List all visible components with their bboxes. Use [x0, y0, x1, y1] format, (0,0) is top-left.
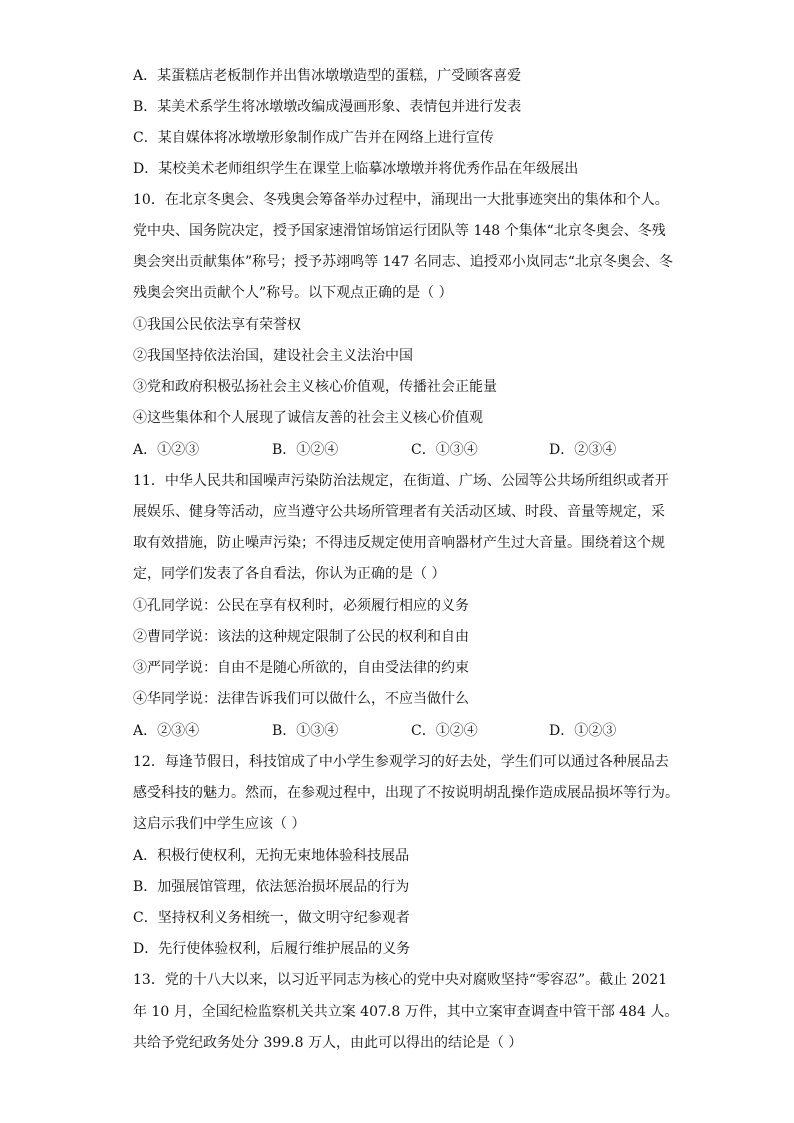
q11-stem-line: 展娱乐、健身等活动，应当遵守公共场所管理者有关活动区域、时段、音量等规定，采: [133, 504, 665, 520]
q12-option-c: C．坚持权利义务相统一，做文明守纪参观者: [133, 910, 410, 926]
q11-statement: ①孔同学说：公民在享有权利时，必须履行相应的义务: [133, 598, 469, 614]
q13-stem-line: 年 10 月，全国纪检监察机关共立案 407.8 万件，其中立案审查调查中管干部 484 人。: [133, 1004, 679, 1020]
q9-option-c: C．某自媒体将冰墩墩形象制作成广告并在网络上进行宣传: [133, 130, 494, 146]
q12-option-b: B．加强展馆管理，依法惩治损坏展品的行为: [133, 879, 410, 895]
q9-option-b: B．某美术系学生将冰墩墩改编成漫画形象、表情包并进行发表: [133, 99, 522, 115]
q11-choice-b: B．①③④: [272, 723, 339, 739]
q12-stem-line: 12．每逢节假日，科技馆成了中小学生参观学习的好去处，学生们可以通过各种展品去: [133, 754, 669, 770]
q10-statement: ①我国公民依法享有荣誉权: [133, 317, 301, 333]
q12-option-a: A．积极行使权利，无拘无束地体验科技展品: [133, 848, 410, 864]
q10-choice-b: B．①②④: [272, 442, 339, 458]
q10-choice-a: A．①②③: [133, 442, 200, 458]
q12-stem-line: 这启示我们中学生应该（ ）: [133, 816, 306, 832]
q10-stem-line: 10．在北京冬奥会、冬残奥会筹备举办过程中，涌现出一大批事迹突出的集体和个人。: [133, 192, 669, 208]
q12-stem-line: 感受科技的魅力。然而，在参观过程中，出现了不按说明胡乱操作造成展品损坏等行为。: [133, 785, 679, 801]
q9-option-d: D．某校美术老师组织学生在课堂上临摹冰墩墩并将优秀作品在年级展出: [133, 161, 579, 177]
q10-statement: ③党和政府积极弘扬社会主义核心价值观，传播社会正能量: [133, 379, 497, 395]
q9-option-a: A．某蛋糕店老板制作并出售冰墩墩造型的蛋糕，广受顾客喜爱: [133, 68, 522, 84]
q13-stem-line: 共给予党纪政务处分 399.8 万人，由此可以得出的结论是（ ）: [133, 1035, 523, 1051]
q11-statement: ③严同学说：自由不是随心所欲的，自由受法律的约束: [133, 660, 469, 676]
q13-stem-line: 13．党的十八大以来，以习近平同志为核心的党中央对腐败坚持“零容忍”。截止 2021: [133, 972, 668, 988]
q12-option-d: D．先行使体验权利，后履行维护展品的义务: [133, 941, 411, 957]
q10-choice-d: D．②③④: [549, 442, 617, 458]
q11-choice-d: D．①②③: [549, 723, 617, 739]
q11-choice-c: C．①②④: [411, 723, 478, 739]
q10-choice-c: C．①③④: [411, 442, 478, 458]
q10-stem-line: 残奥会突出贡献个人”称号。以下观点正确的是（ ）: [133, 285, 453, 301]
q10-stem-line: 奥会突出贡献集体”称号；授予苏翊鸣等 147 名同志、追授邓小岚同志“北京冬奥会、冬: [133, 254, 673, 270]
q10-stem-line: 党中央、国务院决定，授予国家速滑馆场馆运行团队等 148 个集体“北京冬奥会、冬残: [133, 223, 666, 239]
q11-statement: ②曹同学说：该法的这种规定限制了公民的权利和自由: [133, 629, 469, 645]
q10-statement: ④这些集体和个人展现了诚信友善的社会主义核心价值观: [133, 410, 483, 426]
q11-stem-line: 11．中华人民共和国噪声污染防治法规定，在街道、广场、公园等公共场所组织或者开: [133, 473, 669, 489]
q11-choice-a: A．②③④: [133, 723, 200, 739]
q11-stem-line: 定，同学们发表了各自看法，你认为正确的是（ ）: [133, 566, 446, 582]
q11-statement: ④华同学说：法律告诉我们可以做什么，不应当做什么: [133, 691, 469, 707]
q11-stem-line: 取有效措施，防止噪声污染；不得违反规定使用音响器材产生过大音量。围绕着这个规: [133, 535, 665, 551]
q10-statement: ②我国坚持依法治国，建设社会主义法治中国: [133, 348, 413, 364]
